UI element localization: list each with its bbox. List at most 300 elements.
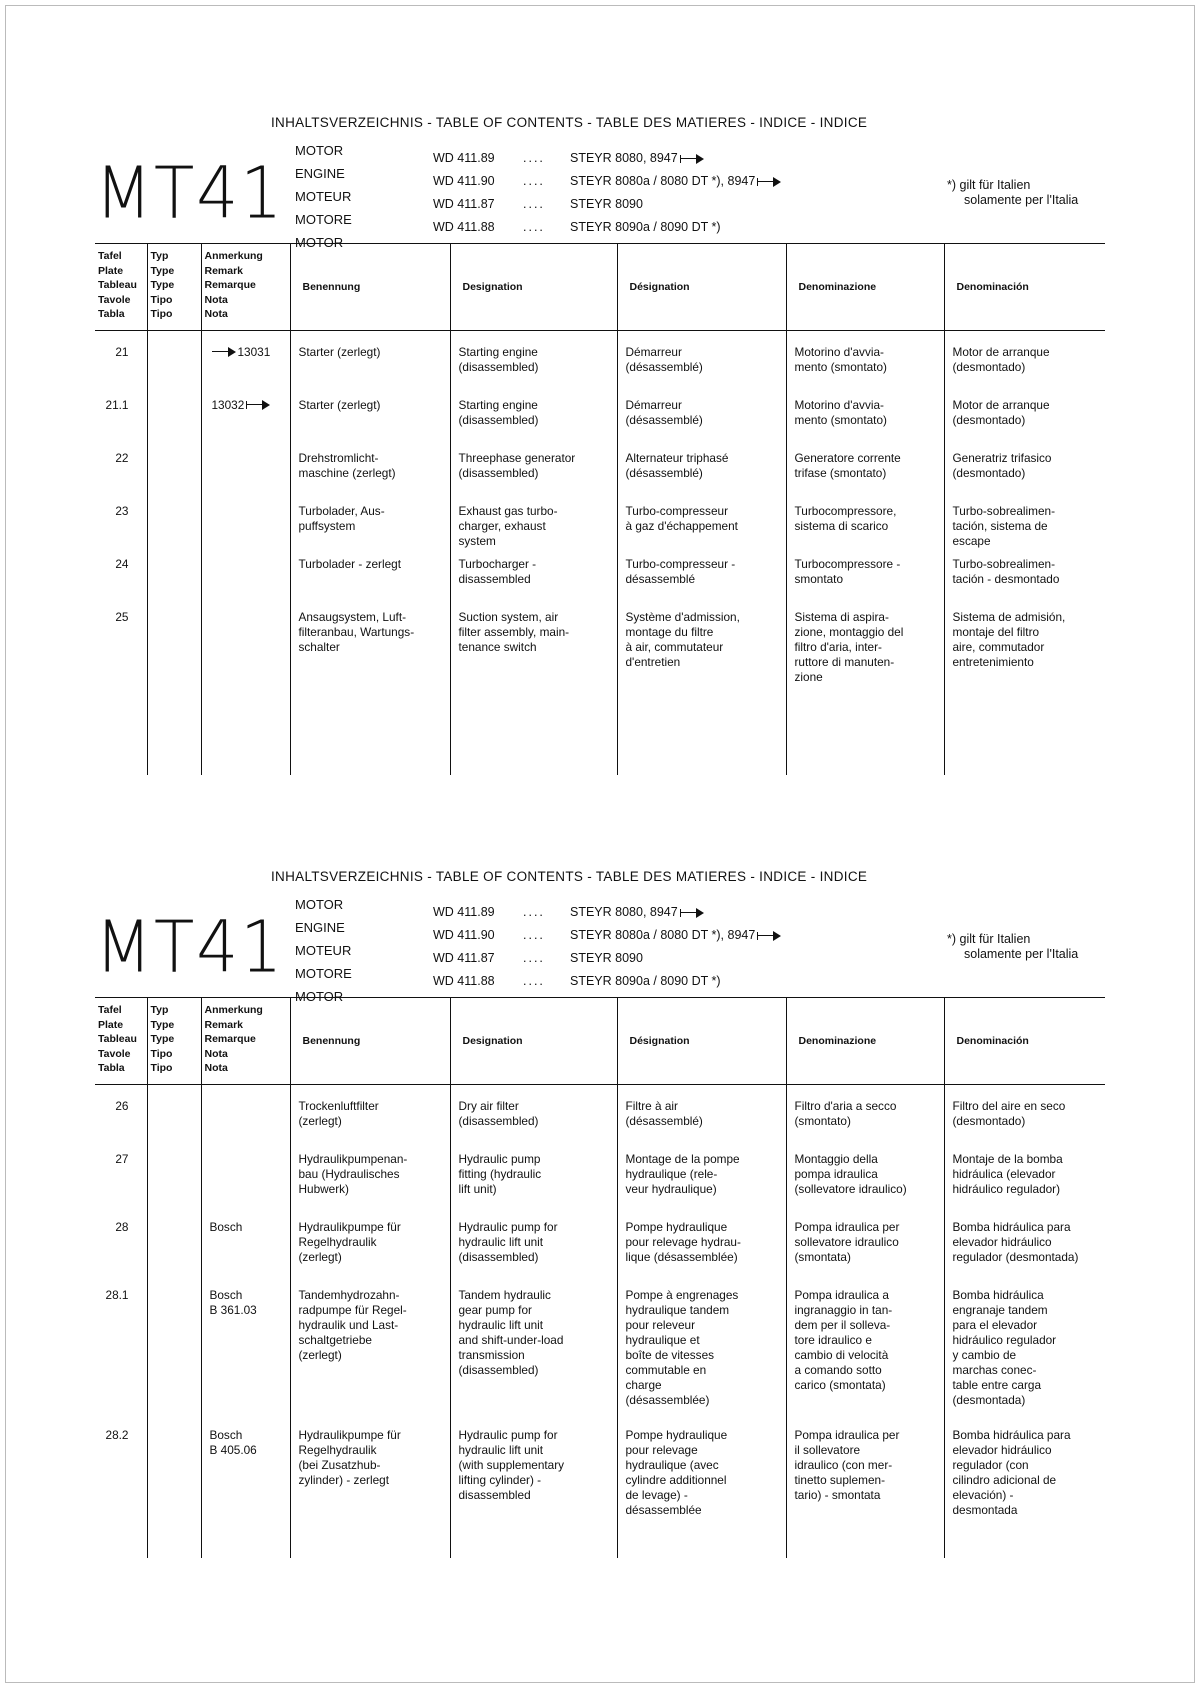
motor-label: MOTORE	[295, 966, 352, 981]
it-text: Turbocompressore, sistema di scarico	[794, 503, 897, 533]
table-row	[95, 1428, 1105, 1518]
header-line: Tafel	[98, 250, 122, 262]
it-text: Pompa idraulica per il sollevatore idraulico (con mer- tinetto suplemen- tario) - smontata	[794, 1427, 900, 1502]
es-text: Filtro del aire en seco (desmontado)	[952, 1098, 1066, 1128]
arrow-right-icon	[212, 347, 236, 357]
table-body	[95, 1085, 1105, 1558]
de-text: Starter (zerlegt)	[298, 397, 381, 412]
en-text: Hydraulic pump fitting (hydraulic lift unit)	[458, 1151, 542, 1196]
fr-text: Alternateur triphasé (désassemblé)	[625, 450, 729, 480]
cell-tafel	[95, 1288, 147, 1428]
de-text: Ansaugsystem, Luft- filteranbau, Wartungs- schalter	[298, 609, 415, 654]
filler-cell	[147, 685, 201, 775]
header-line: Tipo	[150, 1062, 173, 1074]
col-header-typ	[147, 998, 201, 1085]
cell-tafel	[95, 398, 147, 451]
cell-fr	[617, 1152, 786, 1220]
table-row	[95, 1099, 1105, 1152]
cell-remark	[201, 610, 290, 685]
model-dots: ....	[523, 928, 545, 942]
de-text: Trockenluftfilter (zerlegt)	[298, 1098, 379, 1128]
cell-de	[290, 345, 450, 398]
model-dots: ....	[523, 220, 545, 234]
es-text: Bomba hidráulica para elevador hidráulico regulador (desmontada)	[952, 1219, 1079, 1264]
cell-de	[290, 610, 450, 685]
en-text: Turbocharger - disassembled	[458, 556, 537, 586]
spacer-cell	[786, 1085, 944, 1099]
header-line: Tipo	[150, 308, 173, 320]
spacer-cell	[617, 1085, 786, 1099]
motor-label: MOTOR	[295, 143, 344, 158]
it-text: Motorino d'avvia- mento (smontato)	[794, 397, 887, 427]
cell-de	[290, 1288, 450, 1428]
cell-fr	[617, 504, 786, 557]
en-text: Hydraulic pump for hydraulic lift unit (with supplementary lifting cylinder) - disassembled	[458, 1427, 565, 1502]
model-code: WD 411.87	[433, 197, 495, 211]
model-dots: ....	[523, 951, 545, 965]
cell-it	[786, 1152, 944, 1220]
cell-tafel	[95, 610, 147, 685]
header-line: Remarque	[204, 1033, 256, 1045]
cell-tafel	[95, 1220, 147, 1288]
model-name: STEYR 8080a / 8080 DT *), 8947	[570, 174, 756, 188]
filler-cell	[450, 685, 617, 775]
cell-fr	[617, 610, 786, 685]
cell-remark	[201, 557, 290, 610]
cell-typ	[147, 1152, 201, 1220]
motor-label: ENGINE	[295, 166, 345, 181]
es-text: Turbo-sobrealimen- tación - desmontado	[952, 556, 1060, 586]
fr-text: Turbo-compresseur - désassemblé	[625, 556, 736, 586]
es-text: Montaje de la bomba hidráulica (elevador hidráulico regulador)	[952, 1151, 1063, 1196]
cell-es	[944, 1152, 1105, 1220]
remark-text: 13031	[237, 344, 271, 359]
cell-typ	[147, 1428, 201, 1518]
cell-remark	[201, 345, 290, 398]
fr-text: Système d'admission, montage du filtre à air, commutateur d'entretien	[625, 609, 740, 669]
model-dots: ....	[523, 151, 545, 165]
col-header-remark	[201, 244, 290, 331]
header-line: Remarque	[204, 279, 256, 291]
cell-en	[450, 557, 617, 610]
cell-de	[290, 557, 450, 610]
it-text: Filtro d'aria a secco (smontato)	[794, 1098, 897, 1128]
header-line: Type	[150, 264, 175, 277]
de-text: Turbolader, Aus- puffsystem	[298, 503, 385, 533]
cell-typ	[147, 398, 201, 451]
header-line: Nota	[204, 1047, 228, 1060]
header-line: Nota	[204, 308, 228, 320]
header-line: Remark	[204, 1018, 244, 1031]
table-row	[95, 1288, 1105, 1428]
remark-text: 13032	[211, 397, 245, 412]
mt41-logo: MT41	[95, 151, 285, 235]
de-text: Drehstromlicht- maschine (zerlegt)	[298, 450, 396, 480]
cell-en	[450, 504, 617, 557]
cell-de	[290, 398, 450, 451]
remark-text: Bosch B 361.03	[209, 1287, 257, 1317]
section-header: INHALTSVERZEICHNIS - TABLE OF CONTENTS - TABLE DES MATIERES - INDICE - INDICE	[271, 869, 868, 884]
cell-en	[450, 1099, 617, 1152]
tafel-text: 21	[115, 344, 129, 359]
motor-labels	[295, 897, 352, 1012]
cell-de	[290, 1152, 450, 1220]
de-text: Tandemhydrozahn- radpumpe für Regel- hydraulik und Last- schaltgetriebe (zerlegt)	[298, 1287, 407, 1362]
es-text: Motor de arranque (desmontado)	[952, 344, 1050, 374]
motor-label: MOTOR	[295, 989, 344, 1004]
cell-it	[786, 1099, 944, 1152]
filler-cell	[617, 685, 786, 775]
cell-de	[290, 1428, 450, 1518]
cell-it	[786, 345, 944, 398]
motor-label: MOTORE	[295, 212, 352, 227]
motor-label: MOTEUR	[295, 189, 352, 204]
note-line: *) gilt für Italien	[947, 932, 1031, 946]
spacer-cell	[290, 1085, 450, 1099]
tafel-text: 22	[115, 450, 129, 465]
fr-text: Pompe à engrenages hydraulique tandem pour releveur hydraulique et boîte de vitesses commutable en charge (désassemblée)	[625, 1287, 739, 1407]
filler-cell	[944, 685, 1105, 775]
cell-tafel	[95, 504, 147, 557]
model-name: STEYR 8080, 8947	[570, 151, 678, 165]
es-text: Bomba hidráulica engranaje tandem para el elevador hidráulico regulador y cambio de marchas conec- table entre carga (desmontada)	[952, 1287, 1057, 1407]
cell-de	[290, 1220, 450, 1288]
table-body	[95, 331, 1105, 775]
spacer-cell	[147, 331, 201, 345]
col-header-remark	[201, 998, 290, 1085]
header-line: Tavole	[98, 293, 131, 306]
it-text: Turbocompressore - smontato	[794, 556, 901, 586]
tafel-text: 25	[115, 609, 129, 624]
model-code: WD 411.87	[433, 951, 495, 965]
spacer-cell	[944, 1085, 1105, 1099]
cell-remark	[201, 504, 290, 557]
tafel-text: 28.2	[105, 1427, 129, 1442]
it-text: Generatore corrente trifase (smontato)	[794, 450, 901, 480]
cell-typ	[147, 345, 201, 398]
model-dots: ....	[523, 974, 545, 988]
it-text: Pompa idraulica per sollevatore idraulico (smontata)	[794, 1219, 900, 1264]
model-name-wrap	[570, 174, 781, 188]
model-code: WD 411.90	[433, 174, 495, 188]
table-header-row	[95, 244, 1105, 331]
filler-row	[95, 685, 1105, 775]
cell-remark	[201, 1152, 290, 1220]
cell-es	[944, 1428, 1105, 1518]
cell-fr	[617, 398, 786, 451]
fr-text: Démarreur (désassemblé)	[625, 397, 703, 427]
filler-cell	[944, 1518, 1105, 1558]
cell-fr	[617, 1288, 786, 1428]
spacer-cell	[450, 331, 617, 345]
cell-typ	[147, 557, 201, 610]
toc-section-1	[95, 115, 1105, 815]
model-name: STEYR 8090a / 8090 DT *)	[570, 974, 721, 988]
cell-fr	[617, 1428, 786, 1518]
cell-de	[290, 451, 450, 504]
header-line: Plate	[98, 264, 124, 277]
header-line: Typ	[150, 1004, 169, 1016]
header-line: Tableau	[98, 1033, 137, 1045]
cell-tafel	[95, 1099, 147, 1152]
filler-cell	[201, 1518, 290, 1558]
tafel-text: 23	[115, 503, 129, 518]
cell-en	[450, 1152, 617, 1220]
italy-note	[947, 932, 1078, 962]
fr-text: Montage de la pompe hydraulique (rele- veur hydraulique)	[625, 1151, 740, 1196]
es-text: Bomba hidráulica para elevador hidráulico regulador (con cilindro adicional de elevación) - desmontada	[952, 1427, 1071, 1517]
it-text: Motorino d'avvia- mento (smontato)	[794, 344, 887, 374]
toc-table	[95, 997, 1105, 1558]
fr-text: Pompe hydraulique pour relevage hydrau- lique (désassemblée)	[625, 1219, 741, 1264]
table-row	[95, 610, 1105, 685]
header-line: Type	[150, 279, 175, 291]
model-code: WD 411.88	[433, 220, 495, 234]
tafel-text: 28	[115, 1219, 129, 1234]
header-line: Nota	[204, 293, 228, 306]
model-code: WD 411.88	[433, 974, 495, 988]
col-header-tafel	[95, 244, 147, 331]
header-line: Tabla	[98, 308, 125, 320]
motor-label: MOTEUR	[295, 943, 352, 958]
filler-cell	[95, 1518, 147, 1558]
cell-tafel	[95, 451, 147, 504]
filler-cell	[290, 685, 450, 775]
de-text: Hydraulikpumpe für Regelhydraulik (bei Zusatzhub- zylinder) - zerlegt	[298, 1427, 401, 1487]
de-text: Turbolader - zerlegt	[298, 556, 402, 571]
table-row	[95, 1152, 1105, 1220]
cell-tafel	[95, 1152, 147, 1220]
cell-remark	[201, 1288, 290, 1428]
cell-en	[450, 1220, 617, 1288]
cell-typ	[147, 451, 201, 504]
model-dots: ....	[523, 197, 545, 211]
cell-tafel	[95, 1428, 147, 1518]
it-text: Sistema di aspira- zione, montaggio del filtro d'aria, inter- ruttore di manuten- zione	[794, 609, 904, 684]
en-text: Dry air filter (disassembled)	[458, 1098, 539, 1128]
cell-tafel	[95, 345, 147, 398]
header-line: Plate	[98, 1018, 124, 1031]
es-text: Turbo-sobrealimen- tación, sistema de escape	[952, 503, 1055, 548]
filler-cell	[786, 1518, 944, 1558]
header-line: Anmerkung	[204, 1004, 263, 1016]
table-row	[95, 557, 1105, 610]
header-line: Typ	[150, 250, 169, 262]
de-text: Starter (zerlegt)	[298, 344, 381, 359]
table-row	[95, 345, 1105, 398]
en-text: Hydraulic pump for hydraulic lift unit (disassembled)	[458, 1219, 558, 1264]
it-text: Pompa idraulica a ingranaggio in tan- dem per il solleva- tore idraulico e cambio di velocità a comando sotto carico (smontata)	[794, 1287, 893, 1392]
col-header-en: Designation	[450, 998, 617, 1085]
cell-typ	[147, 1220, 201, 1288]
cell-it	[786, 504, 944, 557]
cell-it	[786, 398, 944, 451]
cell-it	[786, 451, 944, 504]
col-header-fr: Désignation	[617, 244, 786, 331]
tafel-text: 21.1	[105, 397, 129, 412]
filler-cell	[786, 685, 944, 775]
cell-remark	[201, 1428, 290, 1518]
col-header-it: Denominazione	[786, 244, 944, 331]
motor-label: MOTOR	[295, 235, 344, 250]
remark-text: Bosch B 405.06	[209, 1427, 257, 1457]
table-row	[95, 398, 1105, 451]
cell-it	[786, 1220, 944, 1288]
es-text: Generatriz trifasico (desmontado)	[952, 450, 1052, 480]
model-code: WD 411.89	[433, 905, 495, 919]
en-text: Exhaust gas turbo- charger, exhaust system	[458, 503, 558, 548]
de-text: Hydraulikpumpe für Regelhydraulik (zerlegt)	[298, 1219, 401, 1264]
filler-cell	[95, 685, 147, 775]
header-line: Tafel	[98, 1004, 122, 1016]
table-row	[95, 504, 1105, 557]
fr-text: Filtre à air (désassemblé)	[625, 1098, 703, 1128]
header-line: Type	[150, 1033, 175, 1045]
cell-en	[450, 1428, 617, 1518]
model-dots: ....	[523, 174, 545, 188]
cell-es	[944, 451, 1105, 504]
spacer-row	[95, 331, 1105, 345]
model-name: STEYR 8080, 8947	[570, 905, 678, 919]
spacer-cell	[147, 1085, 201, 1099]
note-line: solamente per l'Italia	[964, 947, 1079, 961]
cell-es	[944, 345, 1105, 398]
cell-typ	[147, 610, 201, 685]
model-dots: ....	[523, 905, 545, 919]
cell-en	[450, 345, 617, 398]
arrow-right-icon	[757, 177, 781, 187]
spacer-cell	[201, 1085, 290, 1099]
cell-fr	[617, 1099, 786, 1152]
italy-note	[947, 178, 1078, 208]
cell-es	[944, 1288, 1105, 1428]
fr-text: Turbo-compresseur à gaz d'échappement	[625, 503, 738, 533]
model-name: STEYR 8090	[570, 951, 643, 965]
filler-cell	[290, 1518, 450, 1558]
toc-table	[95, 243, 1105, 775]
header-line: Anmerkung	[204, 250, 263, 262]
cell-en	[450, 398, 617, 451]
cell-en	[450, 610, 617, 685]
en-text: Threephase generator (disassembled)	[458, 450, 576, 480]
tafel-text: 26	[115, 1098, 129, 1113]
cell-es	[944, 557, 1105, 610]
cell-it	[786, 1288, 944, 1428]
col-header-it: Denominazione	[786, 998, 944, 1085]
cell-fr	[617, 451, 786, 504]
de-text: Hydraulikpumpenan- bau (Hydraulisches Hubwerk)	[298, 1151, 408, 1196]
cell-de	[290, 504, 450, 557]
cell-remark	[201, 1099, 290, 1152]
cell-de	[290, 1099, 450, 1152]
tafel-text: 28.1	[105, 1287, 129, 1302]
cell-remark	[201, 1220, 290, 1288]
header-line: Type	[150, 1018, 175, 1031]
cell-typ	[147, 1288, 201, 1428]
model-name: STEYR 8080a / 8080 DT *), 8947	[570, 928, 756, 942]
spacer-cell	[786, 331, 944, 345]
toc-section-2	[95, 869, 1105, 1669]
model-code: WD 411.89	[433, 151, 495, 165]
col-header-typ	[147, 244, 201, 331]
mt41-logo: MT41	[95, 905, 285, 989]
col-header-de: Benennung	[290, 244, 450, 331]
it-text: Montaggio della pompa idraulica (sollevatore idraulico)	[794, 1151, 907, 1196]
header-line: Tavole	[98, 1047, 131, 1060]
cell-remark	[201, 398, 290, 451]
cell-es	[944, 610, 1105, 685]
filler-cell	[617, 1518, 786, 1558]
col-header-es: Denominación	[944, 244, 1105, 331]
col-header-tafel	[95, 998, 147, 1085]
note-line: *) gilt für Italien	[947, 178, 1031, 192]
cell-es	[944, 1099, 1105, 1152]
arrow-right-icon	[246, 400, 270, 410]
arrow-right-icon	[680, 908, 704, 918]
cell-es	[944, 398, 1105, 451]
motor-label: ENGINE	[295, 920, 345, 935]
filler-cell	[450, 1518, 617, 1558]
arrow-right-icon	[680, 154, 704, 164]
cell-fr	[617, 1220, 786, 1288]
filler-cell	[147, 1518, 201, 1558]
spacer-cell	[617, 331, 786, 345]
cell-typ	[147, 1099, 201, 1152]
cell-en	[450, 451, 617, 504]
model-name-wrap	[570, 928, 781, 942]
tafel-text: 27	[115, 1151, 129, 1166]
col-header-en: Designation	[450, 244, 617, 331]
es-text: Sistema de admisión, montaje del filtro aire, commutador entretenimiento	[952, 609, 1066, 669]
en-text: Starting engine (disassembled)	[458, 397, 539, 427]
spacer-cell	[95, 1085, 147, 1099]
table-row	[95, 451, 1105, 504]
header-line: Tableau	[98, 279, 137, 291]
spacer-cell	[201, 331, 290, 345]
model-name-wrap	[570, 151, 704, 165]
header-line: Nota	[204, 1062, 228, 1074]
filler-row	[95, 1518, 1105, 1558]
model-code: WD 411.90	[433, 928, 495, 942]
cell-it	[786, 557, 944, 610]
header-line: Tipo	[150, 293, 173, 306]
cell-typ	[147, 504, 201, 557]
motor-label: MOTOR	[295, 897, 344, 912]
fr-text: Démarreur (désassemblé)	[625, 344, 703, 374]
model-name-wrap	[570, 905, 704, 919]
table-header-row	[95, 998, 1105, 1085]
note-line: solamente per l'Italia	[964, 193, 1079, 207]
en-text: Suction system, air filter assembly, main- tenance switch	[458, 609, 570, 654]
cell-en	[450, 1288, 617, 1428]
spacer-row	[95, 1085, 1105, 1099]
arrow-right-icon	[757, 931, 781, 941]
cell-remark	[201, 451, 290, 504]
col-header-es: Denominación	[944, 998, 1105, 1085]
spacer-cell	[290, 331, 450, 345]
model-name: STEYR 8090a / 8090 DT *)	[570, 220, 721, 234]
model-name: STEYR 8090	[570, 197, 643, 211]
spacer-cell	[450, 1085, 617, 1099]
col-header-de: Benennung	[290, 998, 450, 1085]
section-header: INHALTSVERZEICHNIS - TABLE OF CONTENTS - TABLE DES MATIERES - INDICE - INDICE	[271, 115, 868, 130]
header-line: Tipo	[150, 1047, 173, 1060]
cell-fr	[617, 557, 786, 610]
spacer-cell	[95, 331, 147, 345]
header-line: Remark	[204, 264, 244, 277]
cell-tafel	[95, 557, 147, 610]
header-line: Tabla	[98, 1062, 125, 1074]
